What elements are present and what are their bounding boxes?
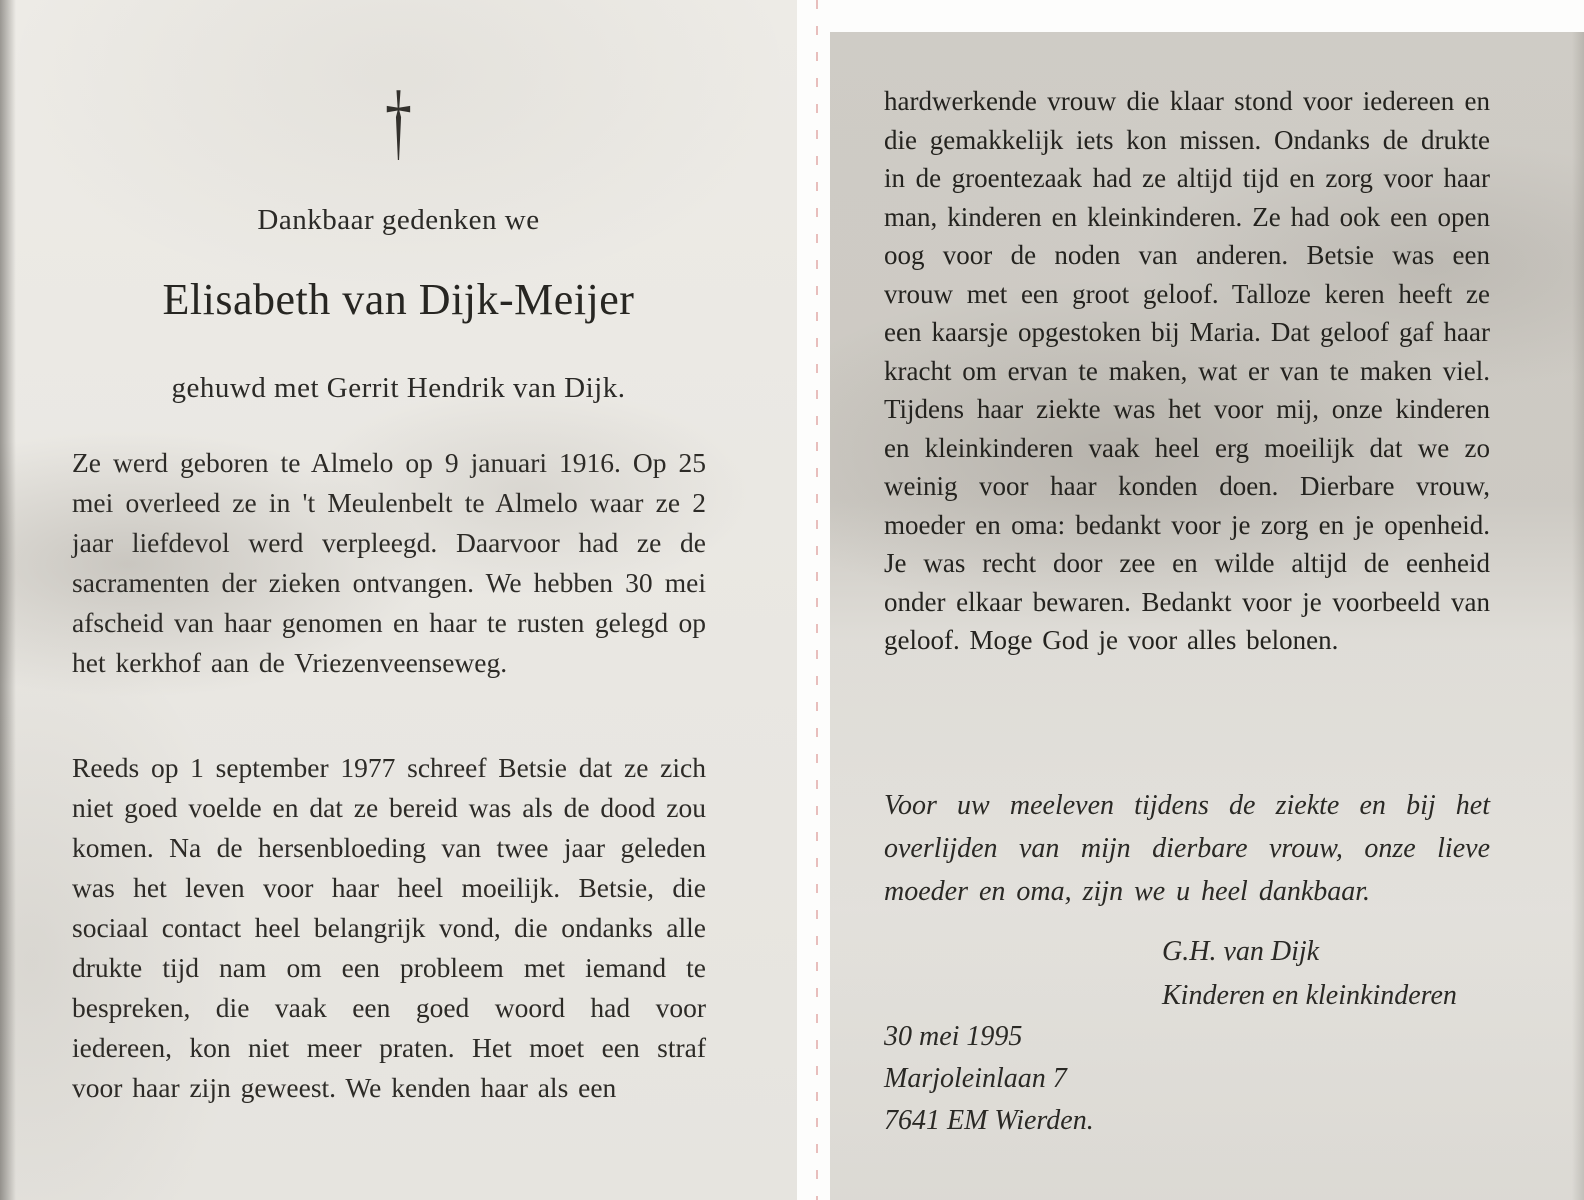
- signature-family: Kinderen en kleinkinderen: [1162, 980, 1457, 1011]
- date-line: 30 mei 1995: [884, 1021, 1023, 1052]
- thanks-paragraph: Voor uw meeleven tijdens de ziekte en bij het overlijden van mijn dierbare vrouw, onze lieve moeder en oma, zijn we u heel dankbaar.: [884, 790, 1490, 907]
- page-gutter-mark: [816, 0, 818, 1200]
- address-city: 7641 EM Wierden.: [884, 1105, 1094, 1136]
- memorial-card-right-page: [830, 32, 1584, 1200]
- signature-name: G.H. van Dijk: [1162, 936, 1320, 967]
- biography-paragraph-1: Ze werd geboren te Almelo op 9 januari 1916. Op 25 mei overleed ze in 't Meulenbelt te Almelo waar ze 2 jaar liefdevol werd verpleegd. Daarvoor had ze de sacramenten der zieken ontvangen. We hebben 30 mei afscheid van haar genomen en haar te rusten gelegd op het kerkhof aan de Vriezenveenseweg.: [72, 447, 706, 678]
- date-address-block: [884, 1016, 1094, 1142]
- deceased-name: Elisabeth van Dijk-Meijer: [162, 275, 635, 324]
- intro-line: Dankbaar gedenken we: [257, 204, 540, 236]
- address-street: Marjoleinlaan 7: [884, 1063, 1067, 1094]
- biography-paragraph-3: hardwerkende vrouw die klaar stond voor iedereen en die gemakkelijk iets kon missen. Ondanks de drukte in de groentezaak had ze altijd tijd en zorg voor haar man, kinderen en kleinkinderen. Ze had ook een open oog voor de noden van anderen. Betsie was een vrouw met een groot geloof. Talloze keren heeft ze een kaarsje opgestoken bij Maria. Dat geloof gaf haar kracht om ervan te maken, wat er van te maken viel. Tijdens haar ziekte was het voor mij, onze kinderen en kleinkinderen vaak heel erg moeilijk dat we zo weinig voor haar konden doen. Dierbare vrouw, moeder en oma: bedankt voor je zorg en je openheid. Je was recht door zee en wilde altijd de eenheid onder elkaar bewaren. Bedankt voor je voorbeeld van geloof. Moge God je voor alles belonen.: [884, 86, 1490, 655]
- signature-block: [1162, 930, 1457, 1018]
- biography-paragraph-2: Reeds op 1 september 1977 schreef Betsie dat ze zich niet goed voelde en dat ze bereid was als de dood zou komen. Na de hersenbloeding van twee jaar geleden was het leven voor haar heel moeilijk. Betsie, die sociaal contact heel belangrijk vond, die ondanks alle drukte tijd nam om een probleem met iemand te bespreken, die vaak een goed woord had voor iedereen, kon niet meer praten. Het moet een straf voor haar zijn geweest. We kenden haar als een: [72, 752, 706, 1103]
- cross-icon: †: [385, 73, 412, 169]
- spouse-line: gehuwd met Gerrit Hendrik van Dijk.: [171, 372, 626, 404]
